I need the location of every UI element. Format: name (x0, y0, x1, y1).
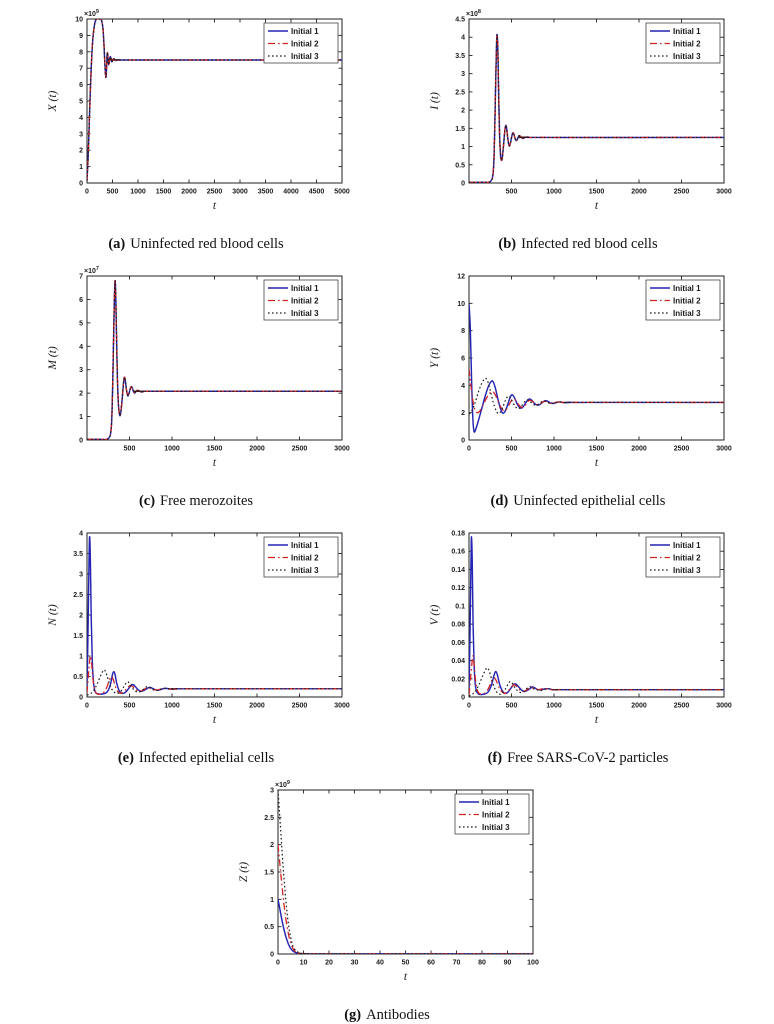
subplot-e (41, 520, 351, 767)
svg-text:2.5: 2.5 (73, 592, 83, 599)
svg-text:2000: 2000 (631, 188, 647, 196)
subplot-c (41, 263, 351, 510)
svg-text:4: 4 (461, 34, 465, 42)
svg-text:1.5: 1.5 (73, 633, 83, 640)
svg-text:8: 8 (79, 49, 83, 57)
svg-text:1000: 1000 (546, 445, 562, 453)
svg-text:1500: 1500 (155, 188, 172, 196)
subplot-a (41, 6, 351, 253)
svg-text:Initial 1: Initial 1 (482, 797, 510, 807)
y-axis-label: N (t) (47, 604, 59, 626)
svg-text:0.18: 0.18 (451, 530, 465, 538)
legend (264, 280, 338, 320)
svg-text:1: 1 (461, 144, 465, 152)
svg-text:0: 0 (85, 702, 89, 710)
subplot-g (232, 777, 542, 1024)
svg-text:0.08: 0.08 (451, 621, 465, 629)
y-axis-label: X (t) (47, 90, 59, 112)
svg-text:1000: 1000 (164, 702, 180, 710)
svg-text:2: 2 (461, 410, 465, 418)
chart-a-canvas (41, 6, 351, 218)
svg-text:Initial 1: Initial 1 (291, 26, 319, 36)
svg-text:3.5: 3.5 (455, 52, 465, 60)
svg-text:0.1: 0.1 (455, 603, 465, 611)
caption-label: (e) (117, 750, 134, 766)
svg-text:6: 6 (461, 355, 465, 363)
svg-text:Initial 3: Initial 3 (291, 308, 319, 318)
axis-exponent: $\times 10^9$ (275, 780, 290, 789)
svg-text:Initial 2: Initial 2 (482, 810, 510, 820)
svg-text:3000: 3000 (334, 445, 350, 453)
svg-text:2500: 2500 (291, 445, 308, 453)
caption-label: (a) (108, 236, 126, 252)
chart-f-canvas (423, 520, 733, 732)
svg-text:Initial 1: Initial 1 (673, 26, 701, 36)
svg-text:2000: 2000 (249, 702, 265, 710)
chart-e-canvas (41, 520, 351, 732)
subplot-a-caption (108, 236, 283, 253)
svg-text:Initial 2: Initial 2 (673, 39, 701, 49)
svg-text:500: 500 (123, 702, 136, 710)
subplot-e-caption (118, 750, 274, 767)
svg-text:500: 500 (123, 445, 136, 453)
subplot-c-caption (139, 493, 253, 510)
svg-text:1000: 1000 (546, 702, 562, 710)
svg-text:3000: 3000 (334, 702, 350, 710)
svg-text:2: 2 (461, 107, 465, 115)
svg-text:0: 0 (467, 445, 471, 453)
svg-text:10: 10 (299, 959, 308, 967)
svg-text:1000: 1000 (130, 188, 146, 196)
x-axis-label: t (403, 971, 408, 983)
legend (646, 537, 720, 577)
svg-text:0.5: 0.5 (264, 924, 274, 932)
svg-text:2000: 2000 (631, 445, 647, 453)
x-axis-label: t (594, 457, 599, 469)
svg-text:2: 2 (270, 842, 274, 850)
svg-text:0.5: 0.5 (455, 162, 465, 170)
svg-text:8: 8 (461, 328, 465, 336)
svg-text:80: 80 (478, 959, 486, 967)
svg-text:Initial 2: Initial 2 (291, 553, 319, 563)
caption-text: Antibodies (366, 1007, 430, 1023)
y-axis-label: Z (t) (238, 861, 250, 883)
figure-row-4 (0, 777, 774, 1024)
svg-text:500: 500 (106, 188, 119, 196)
svg-text:7: 7 (79, 273, 83, 281)
svg-text:3: 3 (79, 571, 83, 579)
axis-exponent: $\times 10^7$ (84, 266, 99, 275)
legend (455, 794, 529, 834)
svg-text:500: 500 (505, 188, 518, 196)
svg-text:0: 0 (85, 188, 89, 196)
svg-text:0: 0 (79, 694, 83, 702)
svg-text:Initial 3: Initial 3 (673, 308, 701, 318)
svg-text:2000: 2000 (249, 445, 265, 453)
legend (264, 537, 338, 577)
svg-text:500: 500 (505, 445, 518, 453)
svg-text:Initial 3: Initial 3 (482, 822, 510, 832)
svg-text:5000: 5000 (334, 188, 350, 196)
x-axis-label: t (212, 714, 217, 726)
svg-text:0.04: 0.04 (451, 658, 465, 666)
svg-text:50: 50 (401, 959, 410, 967)
y-axis-label: M (t) (47, 346, 59, 370)
svg-text:90: 90 (503, 959, 512, 967)
x-axis-label: t (212, 200, 217, 212)
svg-text:0: 0 (461, 694, 465, 702)
svg-text:2.5: 2.5 (455, 89, 465, 97)
svg-text:2: 2 (79, 390, 83, 398)
svg-text:10: 10 (457, 300, 465, 308)
svg-text:0: 0 (461, 437, 465, 445)
subplot-f-caption (488, 750, 669, 767)
svg-text:3: 3 (79, 131, 83, 139)
svg-text:2500: 2500 (206, 188, 223, 196)
svg-text:2.5: 2.5 (264, 814, 274, 822)
svg-text:3000: 3000 (716, 188, 732, 196)
svg-text:Initial 1: Initial 1 (673, 540, 701, 550)
svg-text:0.5: 0.5 (73, 674, 83, 681)
svg-text:3000: 3000 (232, 188, 248, 196)
svg-text:3: 3 (79, 367, 83, 375)
svg-text:40: 40 (376, 959, 384, 967)
svg-text:4: 4 (79, 114, 83, 122)
figure-row-1 (0, 6, 774, 253)
svg-text:1500: 1500 (206, 445, 223, 453)
svg-text:2500: 2500 (673, 188, 690, 196)
svg-text:2500: 2500 (673, 702, 690, 710)
caption-label: (c) (138, 493, 156, 509)
svg-text:60: 60 (427, 959, 435, 967)
legend (646, 23, 720, 63)
svg-text:0: 0 (270, 951, 274, 959)
y-axis-label: V (t) (429, 604, 441, 626)
svg-text:3000: 3000 (716, 702, 732, 710)
svg-text:0: 0 (461, 180, 465, 188)
y-axis-label: Y (t) (429, 347, 441, 369)
svg-text:1: 1 (79, 653, 83, 661)
svg-text:Initial 1: Initial 1 (291, 540, 319, 550)
subplot-g-caption (344, 1007, 430, 1024)
svg-text:3500: 3500 (257, 188, 274, 196)
svg-text:12: 12 (457, 273, 465, 281)
svg-text:Initial 2: Initial 2 (291, 39, 319, 49)
svg-text:0: 0 (79, 437, 83, 445)
caption-text: Uninfected epithelial cells (513, 493, 666, 509)
chart-b-canvas (423, 6, 733, 218)
svg-text:9: 9 (79, 32, 83, 40)
svg-text:0: 0 (276, 959, 280, 967)
svg-text:1.5: 1.5 (455, 125, 465, 133)
subplot-d (423, 263, 733, 510)
svg-text:4000: 4000 (283, 188, 299, 196)
svg-text:4500: 4500 (308, 188, 325, 196)
svg-text:Initial 2: Initial 2 (291, 296, 319, 306)
caption-label: (d) (490, 493, 509, 509)
svg-text:20: 20 (325, 959, 333, 967)
caption-label: (g) (344, 1007, 362, 1023)
svg-text:Initial 3: Initial 3 (291, 565, 319, 575)
x-axis-label: t (212, 457, 217, 469)
caption-text: Infected epithelial cells (138, 750, 275, 766)
svg-text:Initial 3: Initial 3 (673, 565, 701, 575)
svg-text:0.14: 0.14 (451, 566, 465, 574)
caption-text: Free merozoites (160, 493, 254, 509)
svg-text:1.5: 1.5 (264, 869, 274, 877)
figure-row-2 (0, 263, 774, 510)
svg-text:1000: 1000 (164, 445, 180, 453)
svg-text:70: 70 (452, 959, 461, 967)
svg-text:2000: 2000 (181, 188, 197, 196)
svg-text:Initial 3: Initial 3 (673, 51, 701, 61)
svg-text:Initial 1: Initial 1 (673, 283, 701, 293)
svg-text:0.16: 0.16 (451, 548, 465, 556)
figure-row-3 (0, 520, 774, 767)
svg-text:1500: 1500 (588, 445, 605, 453)
svg-text:1500: 1500 (588, 702, 605, 710)
svg-text:3.5: 3.5 (73, 551, 83, 558)
svg-text:3: 3 (461, 71, 465, 79)
chart-d-canvas (423, 263, 733, 475)
svg-text:2500: 2500 (673, 445, 690, 453)
svg-text:5: 5 (79, 98, 83, 106)
svg-text:30: 30 (350, 959, 359, 967)
svg-text:0: 0 (79, 180, 83, 188)
svg-text:6: 6 (79, 296, 83, 304)
svg-text:3: 3 (270, 787, 274, 795)
svg-text:1500: 1500 (588, 188, 605, 196)
svg-text:1000: 1000 (546, 188, 562, 196)
svg-text:2000: 2000 (631, 702, 647, 710)
x-axis-label: t (594, 200, 599, 212)
chart-c-canvas (41, 263, 351, 475)
svg-text:Initial 1: Initial 1 (291, 283, 319, 293)
subplot-b (423, 6, 733, 253)
svg-text:3000: 3000 (716, 445, 732, 453)
legend (264, 23, 338, 63)
caption-label: (b) (498, 236, 517, 252)
svg-text:6: 6 (79, 82, 83, 90)
svg-text:5: 5 (79, 320, 83, 328)
svg-text:4: 4 (79, 530, 83, 538)
svg-text:0.02: 0.02 (451, 676, 465, 684)
svg-text:4.5: 4.5 (455, 16, 465, 24)
svg-text:Initial 3: Initial 3 (291, 51, 319, 61)
x-axis-label: t (594, 714, 599, 726)
chart-g-canvas (232, 777, 542, 989)
svg-text:1: 1 (79, 164, 83, 172)
axis-exponent: $\times 10^8$ (466, 9, 481, 18)
svg-text:10: 10 (75, 16, 83, 24)
svg-text:Initial 2: Initial 2 (673, 553, 701, 563)
svg-text:0.06: 0.06 (451, 639, 465, 647)
subplot-d-caption (491, 493, 666, 510)
legend (646, 280, 720, 320)
svg-text:7: 7 (79, 65, 83, 73)
svg-text:Initial 2: Initial 2 (673, 296, 701, 306)
svg-text:0: 0 (467, 702, 471, 710)
svg-text:100: 100 (527, 959, 539, 967)
caption-label: (f) (487, 750, 503, 766)
caption-text: Infected red blood cells (521, 236, 658, 252)
svg-text:1: 1 (270, 896, 274, 904)
y-axis-label: I (t) (429, 92, 441, 110)
svg-text:2: 2 (79, 147, 83, 155)
svg-text:1: 1 (79, 414, 83, 422)
svg-text:500: 500 (505, 702, 518, 710)
subplot-f (423, 520, 733, 767)
caption-text: Free SARS-CoV-2 particles (507, 750, 669, 766)
svg-text:0.12: 0.12 (451, 585, 465, 593)
svg-text:1500: 1500 (206, 702, 223, 710)
svg-text:2: 2 (79, 612, 83, 620)
subplot-b-caption (498, 236, 657, 253)
axis-exponent: $\times 10^9$ (84, 9, 99, 18)
svg-text:4: 4 (461, 382, 465, 390)
caption-text: Uninfected red blood cells (130, 236, 284, 252)
svg-text:2500: 2500 (291, 702, 308, 710)
svg-text:4: 4 (79, 343, 83, 351)
